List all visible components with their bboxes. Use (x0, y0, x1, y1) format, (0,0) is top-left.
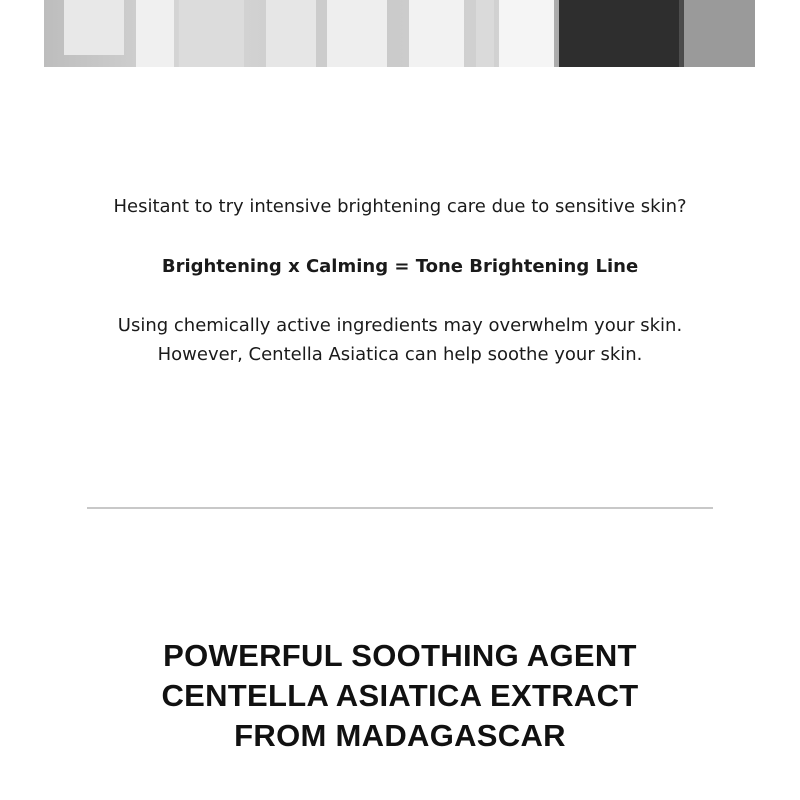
intro-question: Hesitant to try intensive brightening care due to sensitive skin? (113, 196, 687, 217)
section-divider (87, 507, 713, 509)
intro-body-line-1: Using chemically active ingredients may overwhelm your skin. (117, 315, 683, 336)
product-lineup-image (44, 0, 755, 67)
intro-formula: Brightening x Calming = Tone Brightening Line (161, 256, 639, 277)
product-bottles-illustration (44, 0, 755, 67)
headline-line-3: FROM MADAGASCAR (234, 718, 566, 753)
section-headline (0, 636, 800, 756)
headline-line-1: POWERFUL SOOTHING AGENT (163, 638, 637, 673)
intro-body-line-2: However, Centella Asiatica can help soothe your skin. (157, 344, 643, 365)
headline-line-2: CENTELLA ASIATICA EXTRACT (161, 678, 639, 713)
